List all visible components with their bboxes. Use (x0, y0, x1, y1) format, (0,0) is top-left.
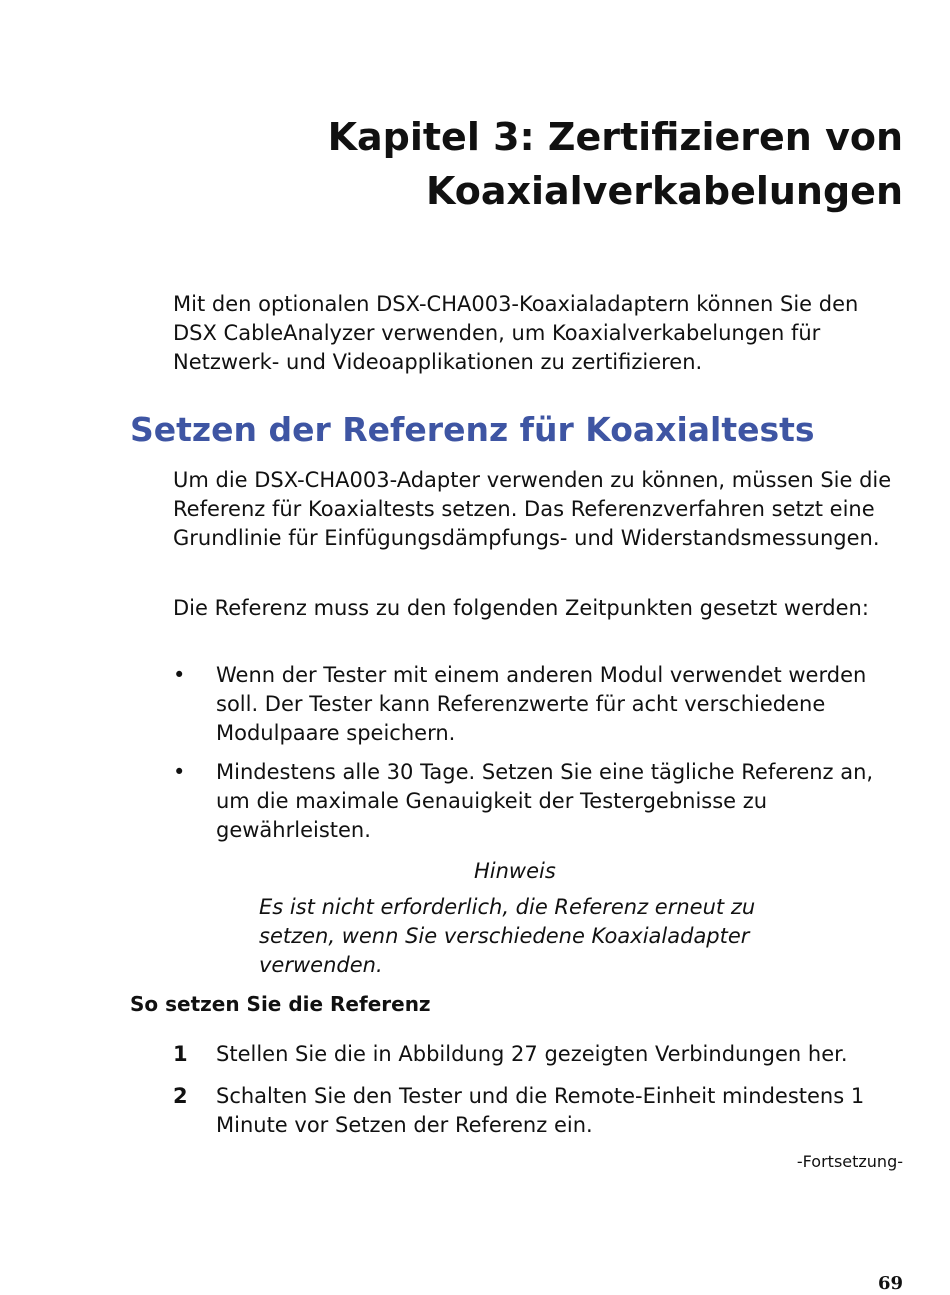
procedure-heading: So setzen Sie die Referenz (130, 992, 431, 1016)
section-paragraph-2: Die Referenz muss zu den folgenden Zeitpunkten gesetzt werden: (173, 596, 869, 620)
step-text: Schalten Sie den Tester und die Remote-Einheit mindestens 1 Minute vor Setzen der Referenz ein. (216, 1084, 865, 1137)
procedure-step (173, 1082, 913, 1140)
page-number: 69 (877, 1273, 903, 1294)
continued-marker: -Fortsetzung- (796, 1152, 903, 1171)
chapter-title-line-2: Koaxialverkabelungen (425, 169, 903, 213)
chapter-title-line-1: Kapitel 3: Zertifizieren von (327, 115, 903, 159)
list-item (173, 661, 913, 748)
bullet-marker: • (173, 663, 186, 687)
list-item (173, 758, 913, 845)
list-item-text: Wenn der Tester mit einem anderen Modul verwendet werden soll. Der Tester kann Referenzwerte für acht verschiedene Modulpaare speichern. (216, 663, 867, 745)
note-text: Es ist nicht erforderlich, die Referenz erneut zu setzen, wenn Sie verschiedene Koaxialadapter verwenden. (259, 895, 756, 977)
step-number: 2 (173, 1084, 188, 1108)
intro-paragraph: Mit den optionalen DSX-CHA003-Koaxialadaptern können Sie den DSX CableAnalyzer verwenden, um Koaxialverkabelungen für Netzwerk- und Videoapplikationen zu zertifizieren. (173, 292, 859, 374)
list-item-text: Mindestens alle 30 Tage. Setzen Sie eine tägliche Referenz an, um die maximale Genauigkeit der Testergebnisse zu gewährleisten. (216, 760, 874, 842)
note-label: Hinweis (474, 859, 556, 883)
bullet-marker: • (173, 760, 186, 784)
procedure-step (173, 1040, 913, 1069)
section-title: Setzen der Referenz für Koaxialtests (130, 410, 815, 449)
step-text: Stellen Sie die in Abbildung 27 gezeigten Verbindungen her. (216, 1042, 848, 1066)
section-paragraph-1: Um die DSX-CHA003-Adapter verwenden zu können, müssen Sie die Referenz für Koaxialtests setzen. Das Referenzverfahren setzt eine Grundlinie für Einfügungsdämpfungs- und Widerstandsmessungen. (173, 468, 892, 550)
step-number: 1 (173, 1042, 188, 1066)
chapter-title (203, 110, 903, 218)
